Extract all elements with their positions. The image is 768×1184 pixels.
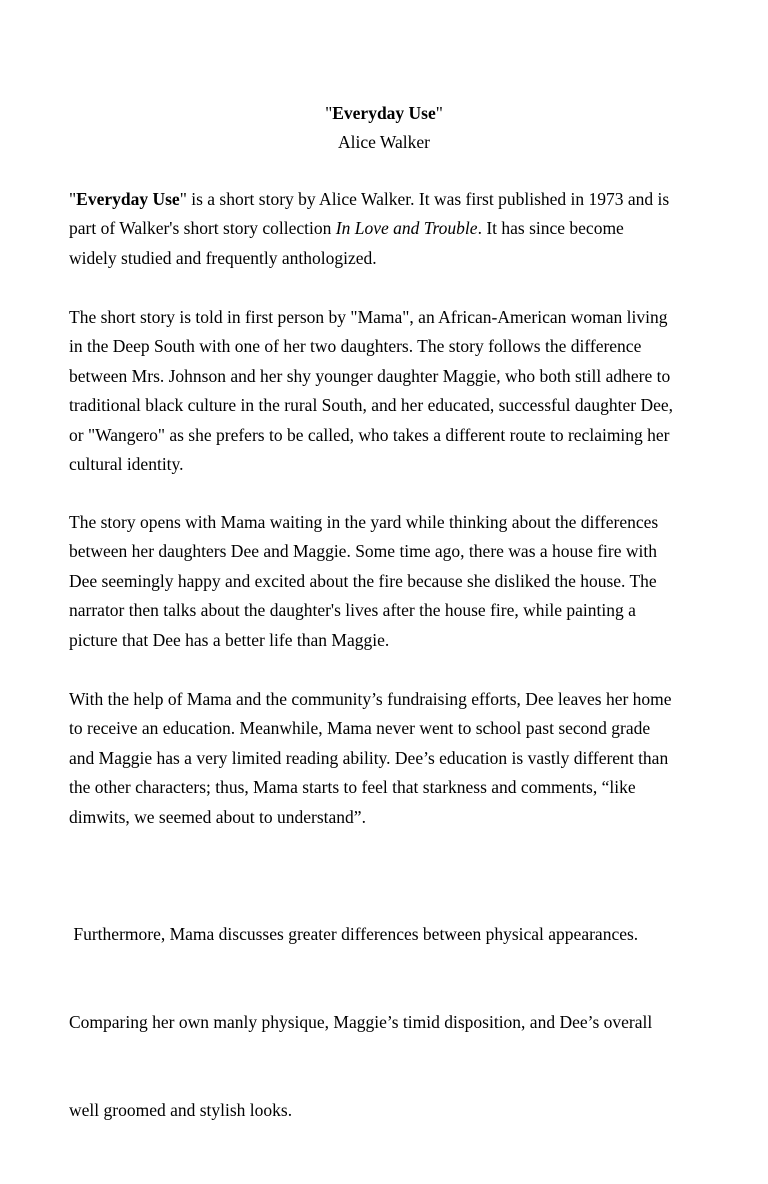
line-text: part of Walker's short story collection bbox=[69, 218, 336, 239]
title-text: Everyday Use bbox=[332, 103, 436, 123]
paragraph-line: cultural identity. bbox=[69, 453, 184, 474]
paragraph-line: Dee seemingly happy and excited about the fire because she disliked the house. The bbox=[69, 570, 657, 591]
paragraph-opening bbox=[69, 508, 709, 655]
paragraph-line: well groomed and stylish looks. bbox=[69, 1100, 293, 1121]
quote-mark: " bbox=[69, 189, 77, 209]
title-quote-close: " bbox=[435, 103, 443, 123]
paragraph-line: traditional black culture in the rural South, and her educated, successful daughter Dee, bbox=[69, 395, 674, 416]
paragraph-line: With the help of Mama and the community’s fundraising efforts, Dee leaves her home bbox=[69, 689, 672, 709]
paragraph-line: in the Deep South with one of her two daughters. The story follows the difference bbox=[69, 336, 642, 357]
paragraph-line: picture that Dee has a better life than Maggie. bbox=[69, 629, 390, 650]
paragraph-line: Comparing her own manly physique, Maggie’s timid disposition, and Dee’s overall bbox=[69, 1012, 653, 1033]
collection-title-italic: In Love and Trouble bbox=[335, 218, 478, 239]
line-text: . It has since become bbox=[477, 218, 624, 239]
line-text: " is a short story by Alice Walker. It was first published in 1973 and is bbox=[179, 189, 670, 209]
document-author: Alice Walker bbox=[337, 132, 431, 152]
paragraph-line: The story opens with Mama waiting in the yard while thinking about the differences bbox=[69, 512, 659, 532]
paragraph-education bbox=[69, 685, 709, 832]
paragraph-line: the other characters; thus, Mama starts to feel that starkness and comments, “like bbox=[69, 777, 636, 798]
paragraph-line: Furthermore, Mama discusses greater differences between physical appearances. bbox=[69, 923, 639, 944]
paragraph-line: or "Wangero" as she prefers to be called, who takes a different route to reclaiming her bbox=[69, 424, 670, 445]
story-title-bold: Everyday Use bbox=[76, 189, 180, 209]
paragraph-line: widely studied and frequently anthologized. bbox=[69, 247, 377, 268]
paragraph-line bbox=[69, 185, 709, 214]
paragraph-line: narrator then talks about the daughter's lives after the house fire, while painting a bbox=[69, 600, 636, 621]
paragraph-line: between Mrs. Johnson and her shy younger daughter Maggie, who both still adhere to bbox=[69, 365, 671, 386]
paragraph-summary bbox=[69, 303, 709, 479]
paragraph-line: and Maggie has a very limited reading ability. Dee’s education is vastly different than bbox=[69, 747, 669, 768]
paragraph-line: to receive an education. Meanwhile, Mama never went to school past second grade bbox=[69, 718, 651, 739]
title-quote-open: " bbox=[325, 103, 333, 123]
paragraph-line: dimwits, we seemed about to understand”. bbox=[69, 806, 366, 827]
paragraph-appearances bbox=[69, 861, 709, 1184]
paragraph-line bbox=[69, 214, 709, 243]
paragraph-intro bbox=[69, 185, 709, 273]
document-title bbox=[0, 103, 768, 123]
paragraph-line: The short story is told in first person by "Mama", an African-American woman living bbox=[69, 307, 668, 327]
paragraph-line: between her daughters Dee and Maggie. Some time ago, there was a house fire with bbox=[69, 541, 657, 562]
